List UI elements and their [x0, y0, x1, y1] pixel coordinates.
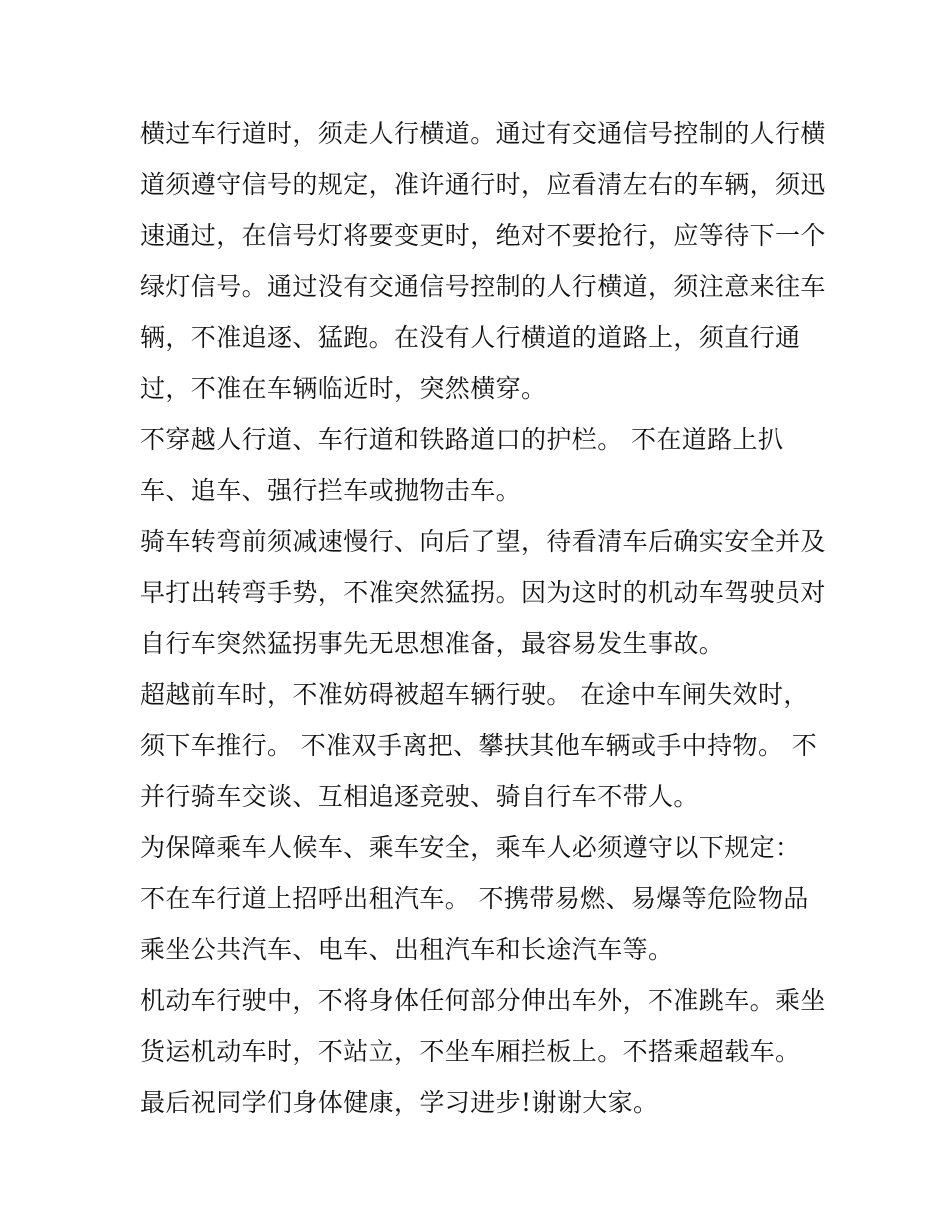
text-line: 绿灯信号。通过没有交通信号控制的人行横道，须注意来往车	[140, 272, 826, 301]
text-line: 自行车突然猛拐事先无思想准备，最容易发生事故。	[140, 629, 725, 658]
text-line: 为保障乘车人候车、乘车安全，乘车人必须遵守以下规定：	[140, 833, 801, 862]
text-line: 速通过，在信号灯将要变更时，绝对不要抢行，应等待下一个	[140, 221, 826, 250]
text-line: 乘坐公共汽车、电车、出租汽车和长途汽车等。	[140, 935, 674, 964]
text-line: 须下车推行。 不准双手离把、攀扶其他车辆或手中持物。 不	[140, 731, 818, 760]
text-line: 机动车行驶中，不将身体任何部分伸出车外，不准跳车。乘坐	[140, 986, 826, 1015]
text-line: 过，不准在车辆临近时，突然横穿。	[140, 374, 547, 403]
text-line: 货运机动车时，不站立，不坐车厢拦板上。不搭乘超载车。	[140, 1037, 801, 1066]
text-line: 超越前车时，不准妨碍被超车辆行驶。 在途中车闸失效时，	[140, 680, 809, 709]
text-line: 横过车行道时，须走人行横道。通过有交通信号控制的人行横	[140, 119, 826, 148]
document-body	[140, 108, 830, 1128]
text-line: 不在车行道上招呼出租汽车。 不携带易燃、易爆等危险物品	[140, 884, 809, 913]
text-line: 早打出转弯手势，不准突然猛拐。因为这时的机动车驾驶员对	[140, 578, 826, 607]
text-line: 辆，不准追逐、猛跑。在没有人行横道的道路上，须直行通	[140, 323, 801, 352]
text-line: 骑车转弯前须减速慢行、向后了望，待看清车后确实安全并及	[140, 527, 826, 556]
text-line: 车、追车、强行拦车或抛物击车。	[140, 476, 522, 505]
text-line: 最后祝同学们身体健康，学习进步!谢谢大家。	[140, 1088, 659, 1117]
text-line: 道须遵守信号的规定，准许通行时，应看清左右的车辆，须迅	[140, 170, 826, 199]
text-line: 不穿越人行道、车行道和铁路道口的护栏。 不在道路上扒	[140, 425, 784, 454]
text-line: 并行骑车交谈、互相追逐竞驶、骑自行车不带人。	[140, 782, 699, 811]
